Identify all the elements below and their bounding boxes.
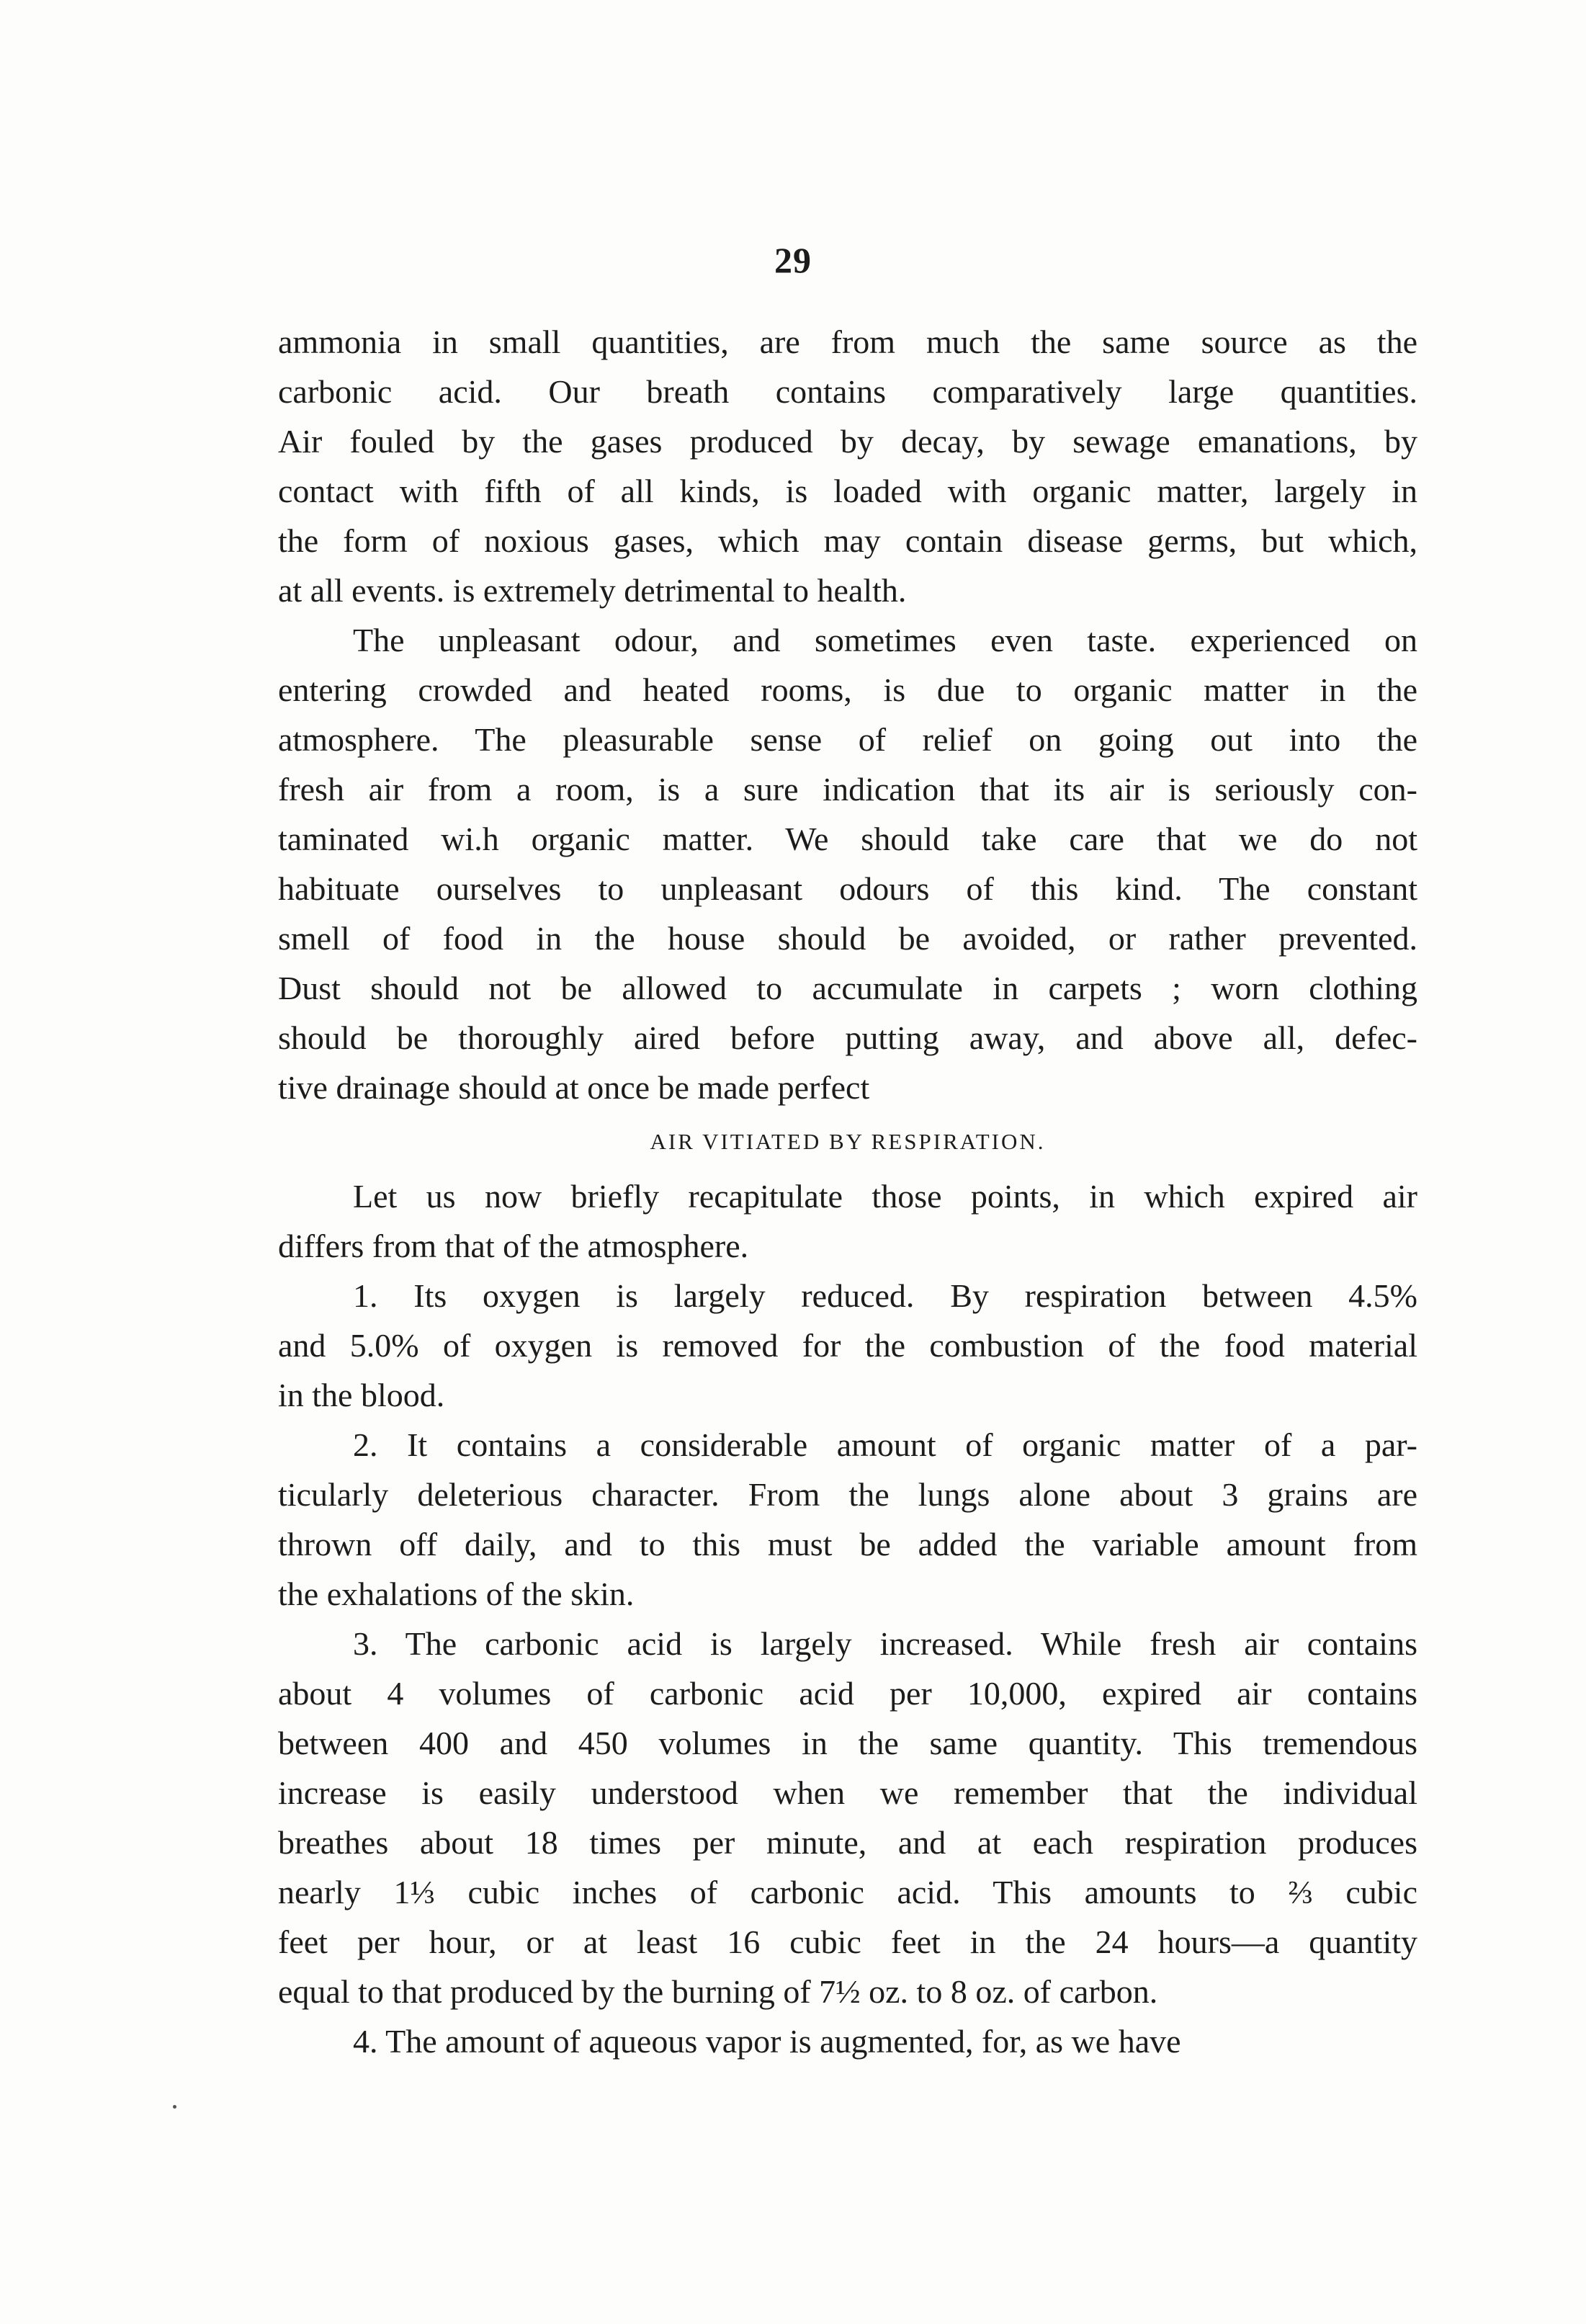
- paragraph: [278, 1171, 1417, 1271]
- paragraph: [278, 1619, 1417, 2016]
- text-line: tive drainage should at once be made perfect: [278, 1069, 870, 1106]
- paragraph: [278, 317, 1417, 615]
- text-line: fresh air from a room, is a sure indication that its air is seriously con-: [278, 771, 1417, 808]
- paragraph: [278, 1420, 1417, 1619]
- text-line: 1. Its oxygen is largely reduced. By respiration between 4.5%: [353, 1277, 1417, 1314]
- text-line: habituate ourselves to unpleasant odours of this kind. The constant: [278, 870, 1417, 907]
- text-line: differs from that of the atmosphere.: [278, 1228, 749, 1264]
- paragraph: [278, 615, 1417, 1112]
- text-line: 2. It contains a considerable amount of organic matter of a par-: [353, 1426, 1417, 1463]
- text-line: atmosphere. The pleasurable sense of relief on going out into the: [278, 721, 1417, 758]
- text-line: 3. The carbonic acid is largely increased. While fresh air contains: [353, 1625, 1417, 1662]
- body-text: [278, 317, 1417, 2066]
- text-line: contact with fifth of all kinds, is loaded with organic matter, largely in: [278, 473, 1417, 509]
- text-line: ammonia in small quantities, are from much the same source as the: [278, 323, 1417, 360]
- text-line: and 5.0% of oxygen is removed for the combustion of the food material: [278, 1327, 1417, 1364]
- text-line: Let us now briefly recapitulate those points, in which expired air: [353, 1178, 1417, 1215]
- text-line: smell of food in the house should be avoided, or rather prevented.: [278, 920, 1417, 957]
- text-line: the form of noxious gases, which may contain disease germs, but which,: [278, 522, 1417, 559]
- text-line: equal to that produced by the burning of 7½ oz. to 8 oz. of carbon.: [278, 1973, 1158, 2010]
- text-line: nearly 1⅓ cubic inches of carbonic acid. This amounts to ⅔ cubic: [278, 1874, 1417, 1910]
- ink-speck: [173, 2105, 176, 2109]
- text-line: thrown off daily, and to this must be added the variable amount from: [278, 1526, 1417, 1563]
- text-line: between 400 and 450 volumes in the same quantity. This tremendous: [278, 1725, 1417, 1761]
- text-line: increase is easily understood when we remember that the individual: [278, 1774, 1417, 1811]
- text-line: feet per hour, or at least 16 cubic feet in the 24 hours—a quantity: [278, 1923, 1417, 1960]
- text-line: in the blood.: [278, 1377, 445, 1413]
- text-line: breathes about 18 times per minute, and at each respiration produces: [278, 1824, 1417, 1861]
- text-line: should be thoroughly aired before putting away, and above all, defec-: [278, 1019, 1417, 1056]
- text-line: Air fouled by the gases produced by decay, by sewage emanations, by: [278, 423, 1417, 460]
- text-line: Dust should not be allowed to accumulate in carpets ; worn clothing: [278, 970, 1417, 1006]
- text-line: about 4 volumes of carbonic acid per 10,000, expired air contains: [278, 1675, 1417, 1712]
- text-line: the exhalations of the skin.: [278, 1576, 635, 1612]
- section-heading: AIR VITIATED BY RESPIRATION.: [650, 1129, 1046, 1154]
- text-line: entering crowded and heated rooms, is due to organic matter in the: [278, 671, 1417, 708]
- text-line: carbonic acid. Our breath contains comparatively large quantities.: [278, 373, 1417, 410]
- text-line: taminated wi.h organic matter. We should take care that we do not: [278, 821, 1417, 857]
- text-line: The unpleasant odour, and sometimes even taste. experienced on: [353, 622, 1417, 658]
- text-line: at all events. is extremely detrimental to health.: [278, 572, 907, 609]
- page-number: 29: [774, 240, 812, 280]
- paragraph: [278, 1271, 1417, 1420]
- text-line: 4. The amount of aqueous vapor is augmented, for, as we have: [353, 2023, 1181, 2060]
- text-line: ticularly deleterious character. From the lungs alone about 3 grains are: [278, 1476, 1417, 1513]
- paragraph: [278, 2016, 1417, 2066]
